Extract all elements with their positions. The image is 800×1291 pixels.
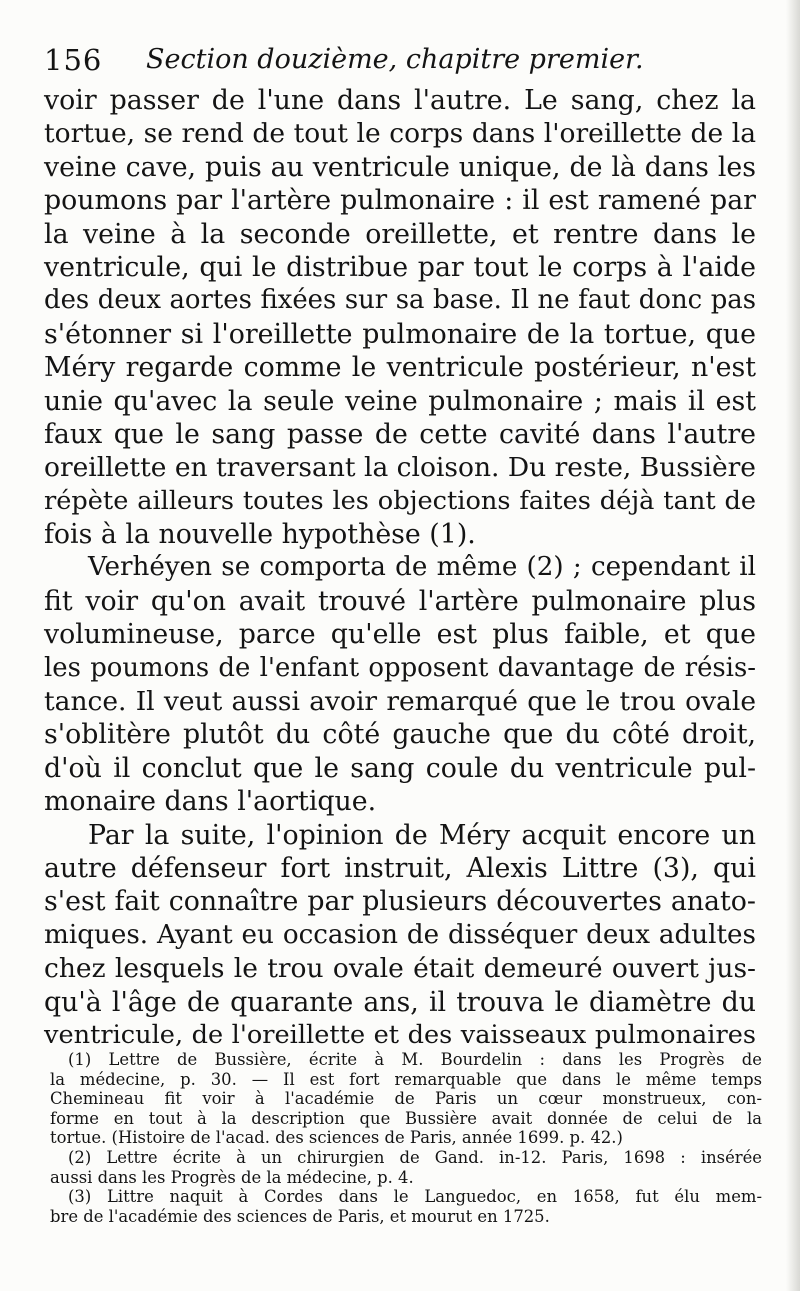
body-line: fois à la nouvelle hypothèse (1). [44, 519, 476, 551]
body-line: ventricule, de l'oreillette et des vaisseaux pulmonaires [44, 1019, 756, 1050]
body-line: oreillette en traversant la cloison. Du reste, Bussière [44, 452, 756, 484]
body-line: les poumons de l'enfant opposent davantage de résis- [44, 652, 756, 683]
body-line: des deux aortes fixées sur sa base. Il ne faut donc pas [44, 285, 756, 316]
body-line: tortue, se rend de tout le corps dans l'oreillette de la [44, 118, 756, 150]
body-line: poumons par l'artère pulmonaire : il est ramené par [44, 185, 756, 217]
footnote-line: tortue. (Histoire de l'acad. des sciences de Paris, année 1699. p. 42.) [50, 1128, 623, 1148]
body-line: faux que le sang passe de cette cavité dans l'autre [44, 418, 756, 450]
footnote-line: (2) Lettre écrite à un chirurgien de Gand. in-12. Paris, 1698 : insérée [68, 1147, 762, 1167]
page-header [44, 40, 764, 84]
footnote-line: bre de l'académie des sciences de Paris, et mourut en 1725. [50, 1206, 550, 1226]
body-line: voir passer de l'une dans l'autre. Le sang, chez la [44, 85, 756, 116]
body-line: tance. Il veut aussi avoir remarqué que le trou ovale [44, 686, 756, 718]
body-line: répète ailleurs toutes les objections faites déjà tant de [44, 485, 756, 516]
footnote-line: Chemineau fit voir à l'académie de Paris un cœur monstrueux, con- [50, 1089, 762, 1109]
footnote-line: la médecine, p. 30. — Il est fort remarquable que dans le même temps [50, 1069, 762, 1089]
body-line: monaire dans l'aortique. [44, 786, 377, 818]
footnote-line: (1) Lettre de Bussière, écrite à M. Bourdelin : dans les Progrès de [68, 1050, 762, 1069]
body-line: la veine à la seconde oreillette, et rentre dans le [44, 218, 756, 250]
body-line: Par la suite, l'opinion de Méry acquit encore un [88, 819, 756, 851]
body-line: s'étonner si l'oreillette pulmonaire de la tortue, que [44, 318, 756, 350]
footnote-line: (3) Littre naquit à Cordes dans le Languedoc, en 1658, fut élu mem- [68, 1187, 762, 1207]
page-edge-shadow [786, 0, 800, 1291]
body-line: fit voir qu'on avait trouvé l'artère pulmonaire plus [44, 585, 756, 617]
footnote-line: aussi dans les Progrès de la médecine, p. 4. [50, 1167, 414, 1187]
footnote-line: forme en tout à la description que Bussière avait donnée de celui de la [50, 1108, 762, 1128]
body-line: ventricule, qui le distribue par tout le corps à l'aide [44, 251, 756, 283]
body-line: s'est fait connaître par plusieurs découvertes anato- [44, 886, 756, 918]
body-line: autre défenseur fort instruit, Alexis Littre (3), qui [44, 852, 756, 884]
body-text [44, 84, 756, 1052]
body-line: miques. Ayant eu occasion de disséquer deux adultes [44, 919, 756, 950]
body-line: qu'à l'âge de quarante ans, il trouva le diamètre du [44, 986, 756, 1018]
body-line: unie qu'avec la seule veine pulmonaire ; mais il est [44, 385, 756, 417]
footnotes [50, 1050, 762, 1226]
body-line: s'oblitère plutôt du côté gauche que du côté droit, [44, 719, 756, 751]
page-number: 156 [44, 43, 103, 77]
body-line: Méry regarde comme le ventricule postérieur, n'est [44, 352, 756, 384]
body-line: volumineuse, parce qu'elle est plus faible, et que [44, 619, 756, 651]
body-line: chez lesquels le trou ovale était demeuré ouvert jus- [44, 953, 756, 985]
body-line: veine cave, puis au ventricule unique, de là dans les [44, 151, 756, 183]
body-line: d'où il conclut que le sang coule du ventricule pul- [44, 752, 756, 784]
body-line: Verhéyen se comporta de même (2) ; cependant il [88, 552, 756, 583]
running-head: Section douzième, chapitre premier. [146, 44, 644, 75]
